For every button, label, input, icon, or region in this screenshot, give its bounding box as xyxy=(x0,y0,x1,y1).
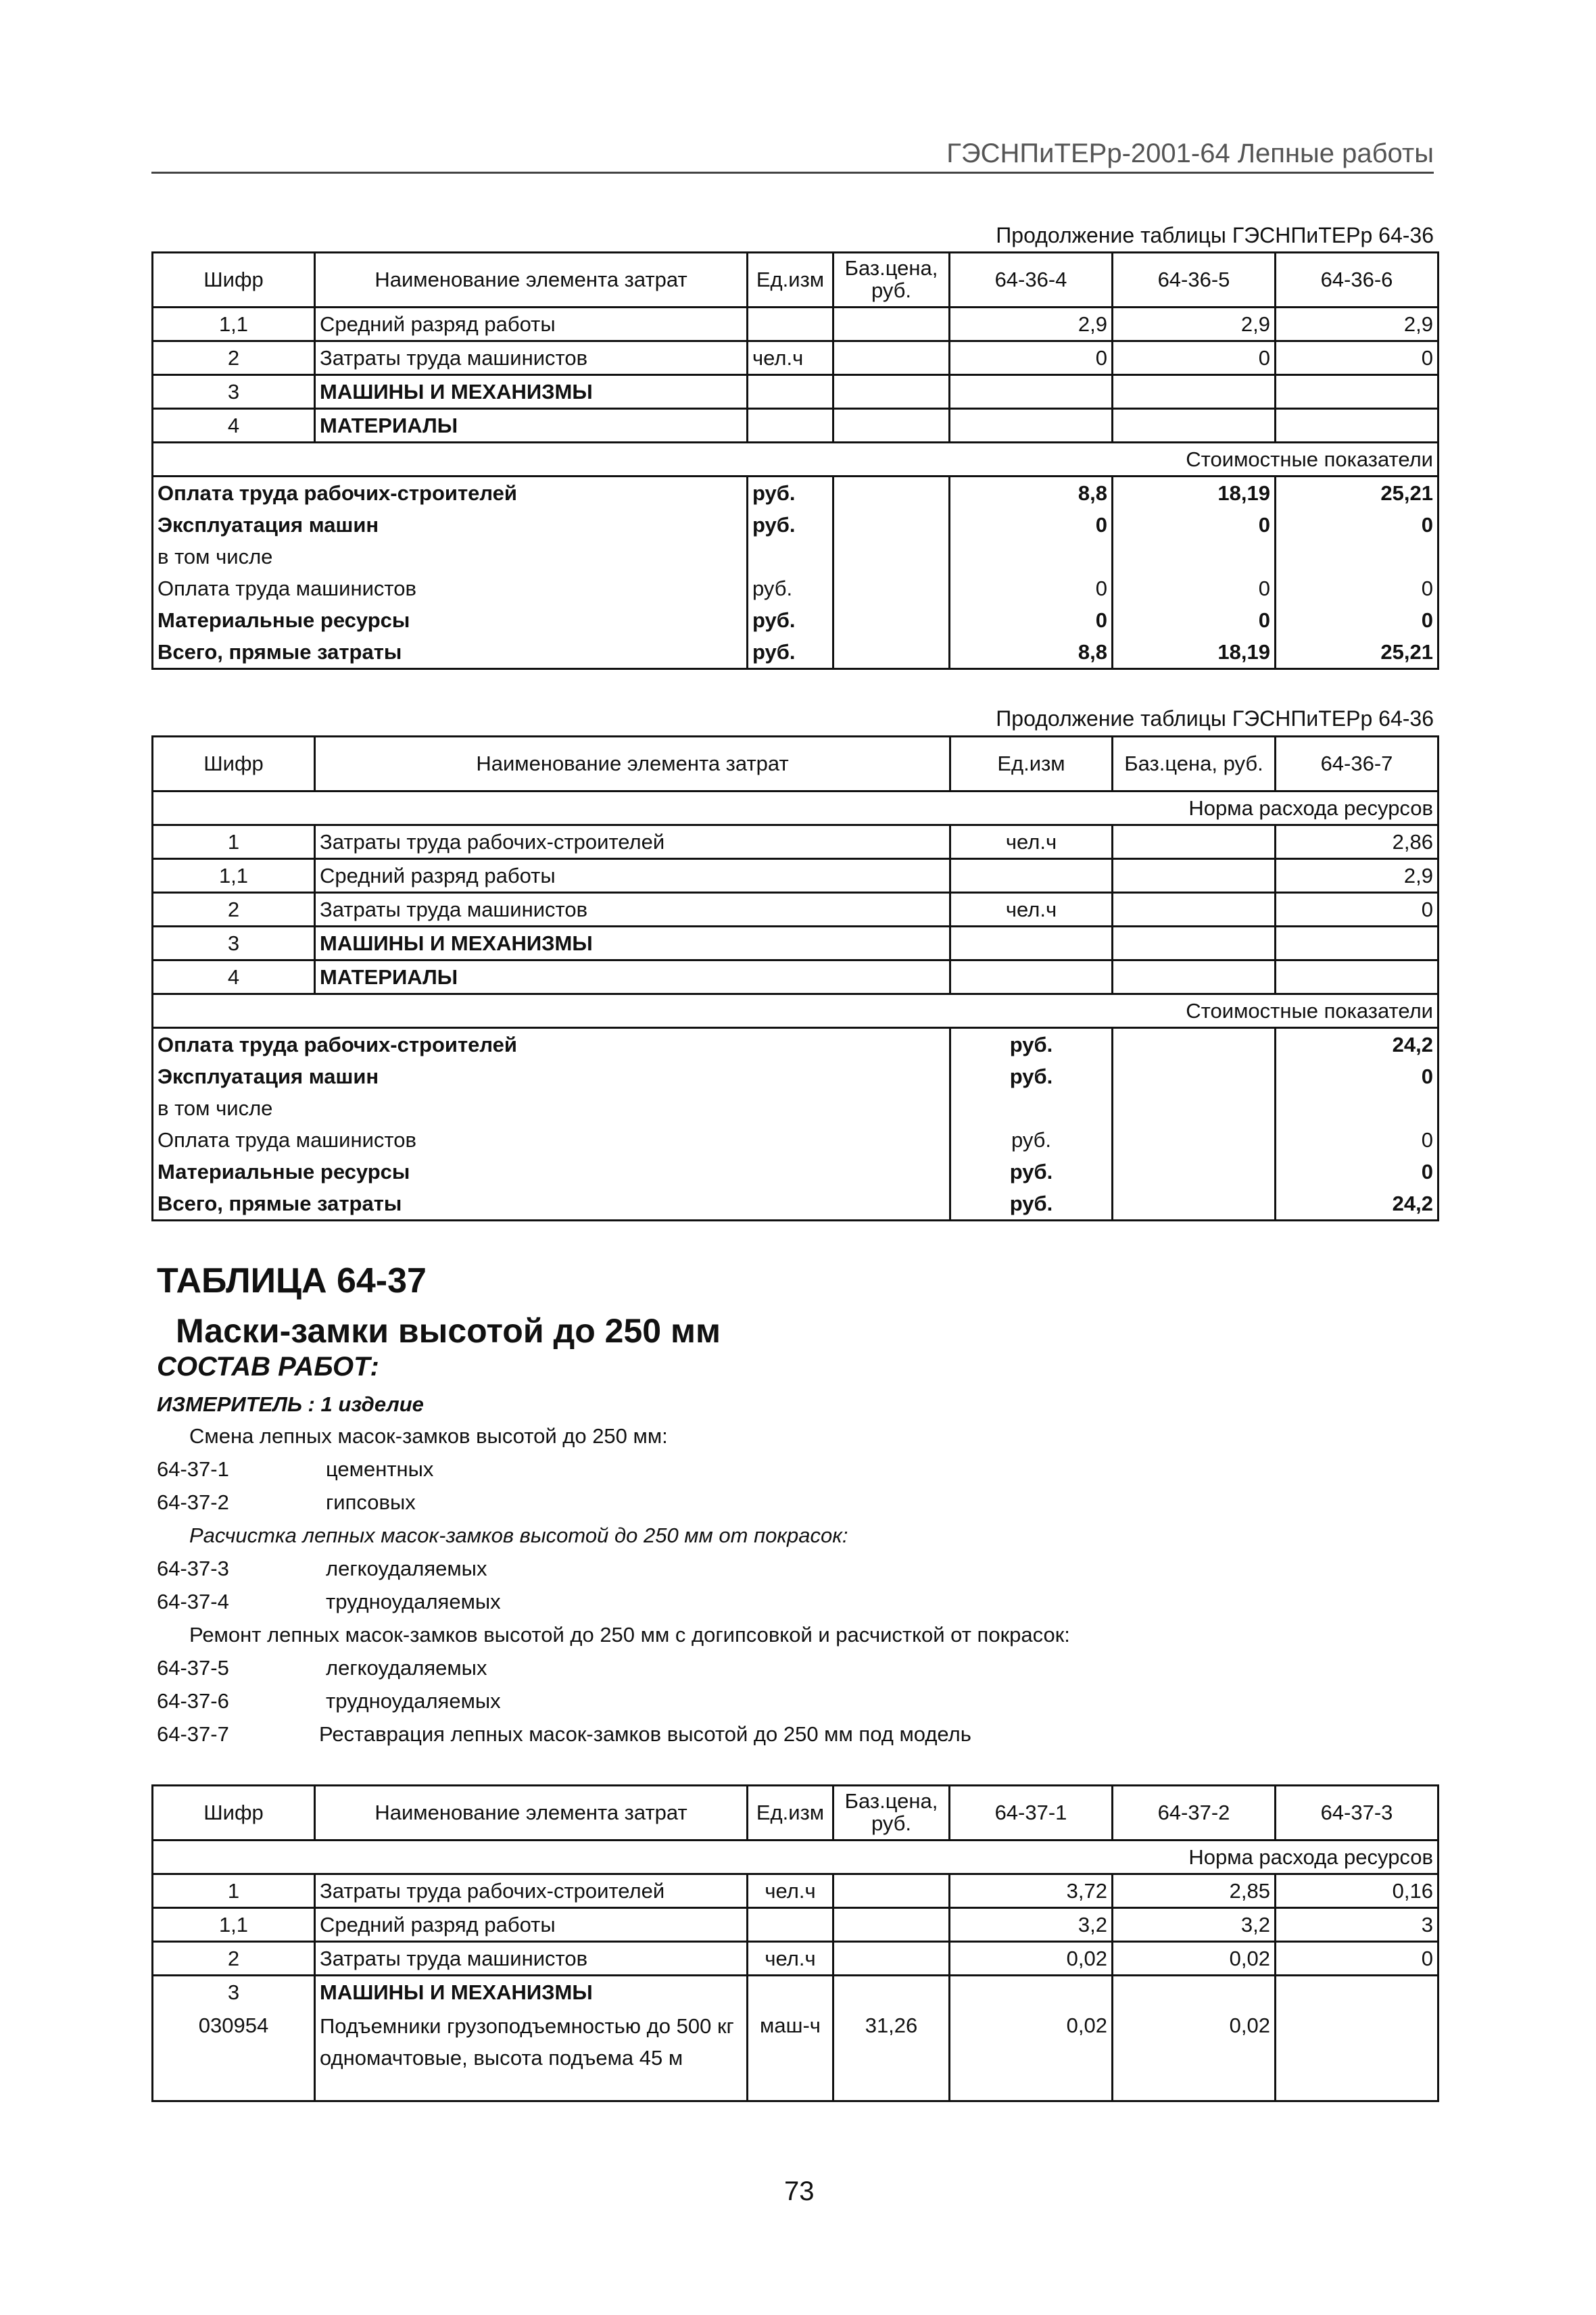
cell: 1,1 xyxy=(153,1908,315,1942)
table-header-row xyxy=(153,737,1438,791)
col-header: Наименование элемента затрат xyxy=(315,1786,748,1841)
cell: Материальные ресурсы xyxy=(153,604,748,636)
table-row xyxy=(153,308,1438,341)
cell: Оплата труда машинистов xyxy=(153,572,748,604)
work-code: 64-37-1 xyxy=(157,1457,229,1481)
cell: 1 xyxy=(153,825,315,859)
cell: 0 xyxy=(1113,604,1276,636)
cost-row xyxy=(153,1061,1438,1092)
table-row xyxy=(153,825,1438,859)
page-number: 73 xyxy=(784,2176,815,2206)
cell: 0 xyxy=(1113,341,1276,375)
cell: Эксплуатация машин xyxy=(153,1061,950,1092)
work-code: 64-37-4 xyxy=(157,1590,229,1613)
table-row xyxy=(153,859,1438,893)
cell: Средний разряд работы xyxy=(315,1908,748,1942)
work-text: трудноудаляемых xyxy=(326,1689,501,1713)
col-header: Баз.цена, руб. xyxy=(833,1786,950,1841)
cell: в том числе xyxy=(153,1092,950,1124)
cell: 2,9 xyxy=(950,308,1113,341)
cell: МАТЕРИАЛЫ xyxy=(315,960,950,994)
work-text: цементных xyxy=(326,1457,434,1481)
cell: в том числе xyxy=(153,541,748,572)
cell: 31,26 xyxy=(833,2008,950,2101)
col-header: Ед.изм xyxy=(748,1786,833,1841)
cell xyxy=(833,1874,950,1908)
cell: Оплата труда рабочих-строителей xyxy=(153,477,748,510)
section-label: Норма расхода ресурсов xyxy=(153,791,1438,825)
cell xyxy=(950,409,1113,443)
cell: руб. xyxy=(748,572,833,604)
col-header: 64-37-2 xyxy=(1113,1786,1276,1841)
cell: Эксплуатация машин xyxy=(153,509,748,541)
running-header: ГЭСНПиТЕРр-2001-64 Лепные работы xyxy=(151,135,1434,174)
table-row xyxy=(153,341,1438,375)
cell xyxy=(833,1942,950,1976)
cell: чел.ч xyxy=(950,893,1113,927)
cell xyxy=(748,541,833,572)
cell xyxy=(748,1976,833,2009)
cell: 0 xyxy=(1276,572,1438,604)
cell: Средний разряд работы xyxy=(315,859,950,893)
cell: Затраты труда машинистов xyxy=(315,893,950,927)
table-row xyxy=(153,1874,1438,1908)
cell xyxy=(833,636,950,669)
table-title: ТАБЛИЦА 64-37 xyxy=(157,1261,427,1300)
cell: 2,85 xyxy=(1113,1874,1276,1908)
cell: МАШИНЫ И МЕХАНИЗМЫ xyxy=(315,1976,748,2009)
col-header: Наименование элемента затрат xyxy=(315,253,748,308)
cell: 3 xyxy=(1276,1908,1438,1942)
cell: 0 xyxy=(950,604,1113,636)
cost-row xyxy=(153,477,1438,510)
cell xyxy=(1276,541,1438,572)
work-text: гипсовых xyxy=(326,1490,416,1514)
cell: 0,16 xyxy=(1276,1874,1438,1908)
cell xyxy=(950,859,1113,893)
cell: МАТЕРИАЛЫ xyxy=(315,409,748,443)
cost-row xyxy=(153,1156,1438,1188)
cell: руб. xyxy=(748,477,833,510)
cell xyxy=(1113,1092,1276,1124)
cell xyxy=(1113,1156,1276,1188)
col-header: Баз.цена, руб. xyxy=(1113,737,1276,791)
col-header: 64-37-1 xyxy=(950,1786,1113,1841)
cost-row xyxy=(153,1124,1438,1156)
cell: 0 xyxy=(950,341,1113,375)
cell: 3,2 xyxy=(1113,1908,1276,1942)
cell xyxy=(1276,960,1438,994)
col-header: Шифр xyxy=(153,253,315,308)
cost-row xyxy=(153,541,1438,572)
work-text: легкоудаляемых xyxy=(326,1656,487,1680)
cell: 0 xyxy=(1276,1124,1438,1156)
cost-row xyxy=(153,1188,1438,1221)
cell: 4 xyxy=(153,960,315,994)
cell xyxy=(1113,1188,1276,1221)
cell xyxy=(833,604,950,636)
cell xyxy=(1276,2008,1438,2101)
cost-row xyxy=(153,509,1438,541)
work-code: 64-37-5 xyxy=(157,1656,229,1680)
cell xyxy=(748,375,833,409)
cell xyxy=(1113,1124,1276,1156)
col-header: Шифр xyxy=(153,1786,315,1841)
table-row xyxy=(153,2008,1438,2101)
table-row xyxy=(153,1908,1438,1942)
cell xyxy=(748,409,833,443)
cell: 0 xyxy=(1276,604,1438,636)
section-row xyxy=(153,1841,1438,1874)
cell: 030954 xyxy=(153,2008,315,2101)
cell xyxy=(833,541,950,572)
cell xyxy=(833,375,950,409)
table-64-36-cont2 xyxy=(151,735,1439,1221)
cell: 0 xyxy=(1276,341,1438,375)
cell: маш-ч xyxy=(748,2008,833,2101)
cell xyxy=(748,308,833,341)
cost-row xyxy=(153,572,1438,604)
col-header: 64-37-3 xyxy=(1276,1786,1438,1841)
cell: 2 xyxy=(153,1942,315,1976)
cell: 0 xyxy=(1113,509,1276,541)
cell xyxy=(950,541,1113,572)
table-64-36-cont1 xyxy=(151,251,1439,670)
work-text: легкоудаляемых xyxy=(326,1557,487,1580)
cell: 24,2 xyxy=(1276,1188,1438,1221)
cell: 0 xyxy=(1276,1156,1438,1188)
cell: руб. xyxy=(748,604,833,636)
cell: Всего, прямые затраты xyxy=(153,1188,950,1221)
cell: 3,2 xyxy=(950,1908,1113,1942)
cell: Подъемники грузоподъемностью до 500 кг одномачтовые, высота подъема 45 м xyxy=(315,2008,748,2101)
cell: 18,19 xyxy=(1113,477,1276,510)
cell: руб. xyxy=(950,1061,1113,1092)
cell xyxy=(950,1976,1113,2009)
cell: 3 xyxy=(153,1976,315,2009)
cell: 2,9 xyxy=(1113,308,1276,341)
cell xyxy=(950,375,1113,409)
cell xyxy=(1113,1028,1276,1061)
cell: Материальные ресурсы xyxy=(153,1156,950,1188)
table-row xyxy=(153,927,1438,960)
cell xyxy=(1276,927,1438,960)
cell: чел.ч xyxy=(748,1874,833,1908)
cell: 2 xyxy=(153,893,315,927)
table-header-row xyxy=(153,1786,1438,1841)
col-header: 64-36-6 xyxy=(1276,253,1438,308)
cell xyxy=(950,1092,1113,1124)
col-header: Ед.изм xyxy=(748,253,833,308)
cell xyxy=(833,509,950,541)
col-header: Ед.изм xyxy=(950,737,1113,791)
cell: 24,2 xyxy=(1276,1028,1438,1061)
cell: 0 xyxy=(1276,1942,1438,1976)
cell: 4 xyxy=(153,409,315,443)
cell: 3,72 xyxy=(950,1874,1113,1908)
cell: 0 xyxy=(950,572,1113,604)
col-header: Шифр xyxy=(153,737,315,791)
table1-caption: Продолжение таблицы ГЭСНПиТЕРр 64-36 xyxy=(996,223,1434,247)
section-subtitle: Маски-замки высотой до 250 мм xyxy=(176,1312,721,1350)
table2-caption: Продолжение таблицы ГЭСНПиТЕРр 64-36 xyxy=(996,706,1434,731)
cell: руб. xyxy=(950,1188,1113,1221)
cell xyxy=(1113,960,1276,994)
cell: Затраты труда рабочих-строителей xyxy=(315,1874,748,1908)
section-label: Норма расхода ресурсов xyxy=(153,1841,1438,1874)
section-label: Стоимостные показатели xyxy=(153,994,1438,1028)
cell: Всего, прямые затраты xyxy=(153,636,748,669)
col-header: 64-36-5 xyxy=(1113,253,1276,308)
cell: 2,9 xyxy=(1276,859,1438,893)
table-row xyxy=(153,409,1438,443)
cell xyxy=(833,1908,950,1942)
cell: 1 xyxy=(153,1874,315,1908)
work-code: 64-37-2 xyxy=(157,1490,229,1514)
cell xyxy=(1113,1061,1276,1092)
cell: руб. xyxy=(950,1156,1113,1188)
cell: 3 xyxy=(153,375,315,409)
cell: руб. xyxy=(748,636,833,669)
cell xyxy=(1113,541,1276,572)
work-code: 64-37-3 xyxy=(157,1557,229,1580)
cell: 1,1 xyxy=(153,859,315,893)
cell: 2 xyxy=(153,341,315,375)
cell xyxy=(1276,1092,1438,1124)
cell xyxy=(1113,409,1276,443)
section-label: Стоимостные показатели xyxy=(153,443,1438,477)
table-row xyxy=(153,960,1438,994)
cell: 0 xyxy=(1276,893,1438,927)
table-64-37 xyxy=(151,1784,1439,2102)
work-group-text: Смена лепных масок-замков высотой до 250 мм: xyxy=(189,1424,668,1448)
cell: Затраты труда машинистов xyxy=(315,1942,748,1976)
cell: 0 xyxy=(1276,1061,1438,1092)
cell: Оплата труда рабочих-строителей xyxy=(153,1028,950,1061)
work-group-text: Расчистка лепных масок-замков высотой до 250 мм от покрасок: xyxy=(189,1524,848,1547)
cell: 0,02 xyxy=(1113,2008,1276,2101)
cell: чел.ч xyxy=(748,1942,833,1976)
cell xyxy=(1276,1976,1438,2009)
table-row xyxy=(153,893,1438,927)
cell xyxy=(1113,893,1276,927)
cell: чел.ч xyxy=(950,825,1113,859)
cell: 0 xyxy=(1276,509,1438,541)
table-row xyxy=(153,1942,1438,1976)
col-header: Наименование элемента затрат xyxy=(315,737,950,791)
cell xyxy=(1113,1976,1276,2009)
cell: Оплата труда машинистов xyxy=(153,1124,950,1156)
cell xyxy=(1113,375,1276,409)
cost-row xyxy=(153,636,1438,669)
cell: 0,02 xyxy=(1113,1942,1276,1976)
work-code: 64-37-7 xyxy=(157,1722,229,1746)
cell xyxy=(1113,825,1276,859)
cell: 3 xyxy=(153,927,315,960)
work-text: трудноудаляемых xyxy=(326,1590,501,1613)
col-header: 64-36-4 xyxy=(950,253,1113,308)
section-row xyxy=(153,443,1438,477)
cell xyxy=(1113,927,1276,960)
cell: 0 xyxy=(950,509,1113,541)
cell: руб. xyxy=(748,509,833,541)
cell: Средний разряд работы xyxy=(315,308,748,341)
meter-label: ИЗМЕРИТЕЛЬ : 1 изделие xyxy=(157,1392,424,1416)
cell xyxy=(950,927,1113,960)
cell: 2,86 xyxy=(1276,825,1438,859)
cell: чел.ч xyxy=(748,341,833,375)
composition-heading: СОСТАВ РАБОТ: xyxy=(157,1352,379,1382)
work-text: Реставрация лепных масок-замков высотой до 250 мм под модель xyxy=(319,1722,971,1746)
table-row xyxy=(153,1976,1438,2009)
cell xyxy=(748,1908,833,1942)
cell: 0,02 xyxy=(950,1942,1113,1976)
cell: 0,02 xyxy=(950,2008,1113,2101)
cell: Затраты труда рабочих-строителей xyxy=(315,825,950,859)
section-row xyxy=(153,994,1438,1028)
cell xyxy=(833,308,950,341)
table-row xyxy=(153,375,1438,409)
table-header-row xyxy=(153,253,1438,308)
work-group-text: Ремонт лепных масок-замков высотой до 250 мм с догипсовкой и расчисткой от покрасок: xyxy=(189,1623,1070,1647)
cell xyxy=(833,341,950,375)
cell: руб. xyxy=(950,1124,1113,1156)
cell: 18,19 xyxy=(1113,636,1276,669)
cell: 0 xyxy=(1113,572,1276,604)
section-row xyxy=(153,791,1438,825)
cell xyxy=(833,572,950,604)
cell xyxy=(1113,859,1276,893)
cell: Затраты труда машинистов xyxy=(315,341,748,375)
cell xyxy=(833,477,950,510)
cell: 2,9 xyxy=(1276,308,1438,341)
cost-row xyxy=(153,604,1438,636)
cell: МАШИНЫ И МЕХАНИЗМЫ xyxy=(315,375,748,409)
work-code: 64-37-6 xyxy=(157,1689,229,1713)
cell: 25,21 xyxy=(1276,636,1438,669)
cost-row xyxy=(153,1028,1438,1061)
cell xyxy=(833,409,950,443)
cell: МАШИНЫ И МЕХАНИЗМЫ xyxy=(315,927,950,960)
cost-row xyxy=(153,1092,1438,1124)
cell: 25,21 xyxy=(1276,477,1438,510)
cell xyxy=(1276,375,1438,409)
col-header: 64-36-7 xyxy=(1276,737,1438,791)
cell xyxy=(1276,409,1438,443)
col-header: Баз.цена, руб. xyxy=(833,253,950,308)
cell xyxy=(833,1976,950,2009)
cell: 8,8 xyxy=(950,636,1113,669)
cell: руб. xyxy=(950,1028,1113,1061)
cell: 8,8 xyxy=(950,477,1113,510)
cell xyxy=(950,960,1113,994)
cell: 1,1 xyxy=(153,308,315,341)
